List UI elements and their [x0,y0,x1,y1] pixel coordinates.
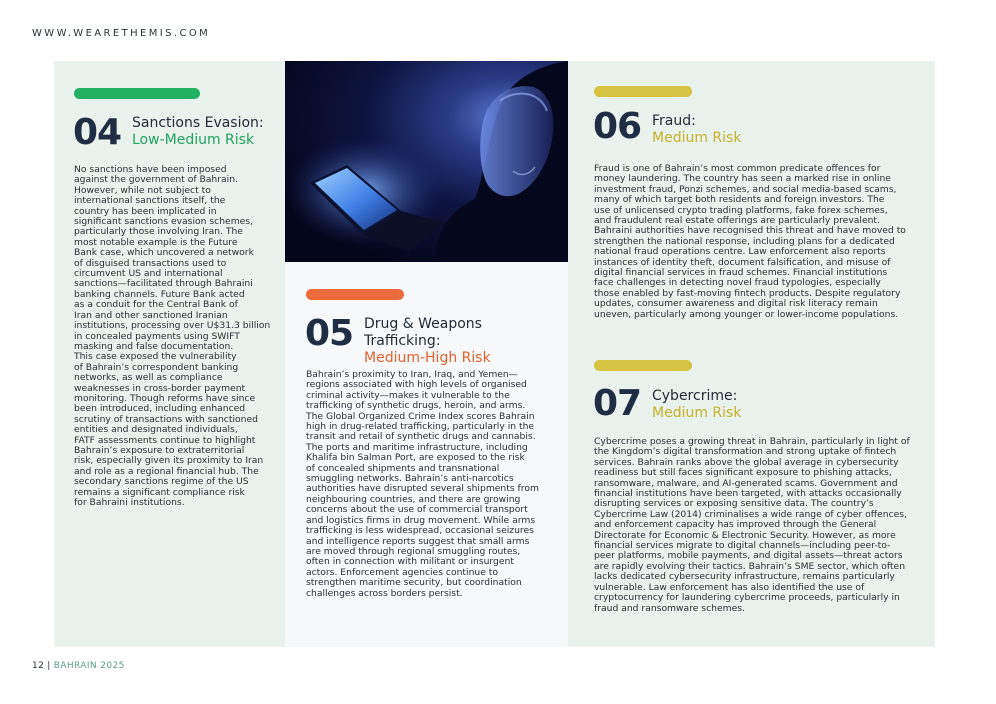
body-line: and fraudulent real estate offerings are particularly prevalent. [594,215,880,227]
body-line: scrutiny of transactions with sanctioned [74,413,258,425]
body-line: and enforcement capacity has improved through the General [594,519,877,531]
body-line: monitoring. Though reforms have since [74,392,256,404]
risk-level-06: Medium Risk [652,130,742,146]
body-line: weaknesses in cross-border payment [74,382,246,394]
body-line: as a conduit for the Central Bank of [74,299,238,311]
title-line1-05: Drug & Weapons [364,316,482,332]
section-title-04 [132,115,282,149]
body-line: neighbouring countries, and there are growing [306,493,521,505]
body-line: peer platforms, mobile payments, and digital assets—threat actors [594,550,903,562]
body-line: authorities have disrupted several shipments from [306,483,539,495]
body-line: Bahrain’s exposure to extraterritorial [74,444,245,456]
title-text-04: Sanctions Evasion: [132,115,264,131]
body-line: networks, as well as compliance [74,372,223,384]
body-line: criminal activity—makes it vulnerable to the [306,389,510,401]
body-line: Bahrain’s proximity to Iran, Iraq, and Yemen— [306,369,518,380]
body-line: in concealed payments using SWIFT [74,330,240,342]
section-title-05 [364,316,554,367]
body-line: are moved through regional smuggling routes, [306,545,521,557]
body-line: concerns about the use of commercial transport [306,504,528,516]
body-line: institutions, processing over U$31.3 billion [74,320,271,332]
body-line: of Bahrain’s correspondent banking [74,361,239,373]
body-line: of concealed shipments and transnational [306,462,500,474]
section-body-04 [74,165,282,508]
body-line: often in connection with militant or insurgent [306,556,514,568]
body-line: Cybercrime Law (2014) criminalises a wide range of cyber offences, [594,508,907,520]
section-body-05 [306,370,564,599]
body-line: use of unlicensed crypto trading platforms, fake forex schemes, [594,204,888,216]
body-line: been introduced, including enhanced [74,403,246,415]
section-number-06: 06 [593,106,642,147]
body-line: country has been implicated in [74,205,217,217]
body-line: vulnerable. Law enforcement has also identified the use of [594,581,865,593]
body-line: of disguised transactions used to [74,257,227,269]
risk-level-07: Medium Risk [652,405,742,421]
body-line: financial institutions have been targeted, with attacks occasionally [594,488,902,500]
body-line: digital financial services in fraud schemes. Financial institutions [594,267,888,279]
body-line: against the government of Bahrain. [74,174,238,186]
title-text-07: Cybercrime: [652,388,738,404]
body-line: trafficking of synthetic drugs, heroin, and arms. [306,400,526,412]
report-name: BAHRAIN 2025 [53,661,125,671]
body-line: secondary sanctions regime of the US [74,476,249,488]
body-line: masking and false documentation. [74,340,234,352]
body-line: However, while not subject to [74,184,211,196]
body-line: strengthen the national response, including plans for a dedicated [594,235,895,247]
body-line: transit and retail of synthetic drugs and cannabis. [306,431,536,443]
body-line: the Kingdom’s digital transformation and strong uptake of fintech [594,446,897,458]
site-url[interactable]: WWW.WEARETHEMIS.COM [32,28,211,39]
body-line: most notable example is the Future [74,236,238,248]
body-line: strengthen maritime security, but coordination [306,577,522,589]
body-line: regions associated with high levels of organised [306,379,527,391]
body-line: remains a significant compliance risk [74,486,245,498]
body-line: high in drug-related trafficking, particularly in the [306,421,535,433]
body-line: face challenges in detecting novel fraud typologies, especially [594,277,881,289]
body-line: financial services migrate to digital channels—including peer-to- [594,540,891,552]
body-line: disrupting services or exposing sensitive data. The country’s [594,498,874,510]
body-line: updates, consumer awareness and digital risk literacy remain [594,298,878,310]
body-line: services. Bahrain ranks above the global average in cybersecurity [594,456,899,468]
body-line: This case exposed the vulnerability [74,351,237,363]
page-number: 12 [32,661,45,671]
body-line: national fraud operations centre. Law enforcement also reports [594,246,886,258]
body-line: many of which target both residents and foreign investors. The [594,194,885,206]
body-line: readiness but still faces significant exposure to phishing attacks, [594,467,892,479]
body-line: entities and designated individuals, [74,424,238,436]
body-line: The Global Organized Crime Index scores Bahrain [306,410,535,422]
body-line: challenges across borders persist. [306,587,463,599]
body-line: Bank case, which uncovered a network [74,247,254,259]
body-line: instances of identity theft, document falsification, and misuse of [594,256,891,268]
title-line2-05: Trafficking: [364,333,441,349]
body-line: Bahraini authorities have recognised this threat and have moved to [594,225,906,237]
risk-bar-04 [74,88,200,99]
body-line: Cybercrime poses a growing threat in Bahrain, particularly in light of [594,436,910,447]
body-line: smuggling networks. Bahrain’s anti-narcotics [306,473,514,485]
section-number-07: 07 [593,383,642,424]
body-line: international sanctions itself, the [74,195,226,207]
body-line: banking channels. Future Bank acted [74,288,245,300]
body-line: FATF assessments continue to highlight [74,434,256,446]
risk-bar-06 [594,86,692,97]
body-line: those enabled by fast-moving fintech products. Despite regulatory [594,287,901,299]
body-line: and logistics firms in drug movement. While arms [306,514,536,526]
body-line: trafficking is less widespread, occasional seizures [306,525,534,537]
body-line: Khalifa bin Salman Port, are exposed to the risk [306,452,525,464]
body-line: particularly those involving Iran. The [74,226,243,238]
body-line: sanctions—facilitated through Bahraini [74,278,253,290]
body-line: for Bahraini institutions. [74,497,185,508]
body-line: and intelligence reports suggest that small arms [306,535,530,547]
risk-bar-05 [306,289,404,300]
body-line: and role as a regional financial hub. The [74,465,259,477]
section-title-06 [652,113,852,147]
body-line: cryptocurrency for laundering cybercrime proceeds, particularly in [594,592,900,604]
body-line: actors. Enforcement agencies continue to [306,566,499,578]
body-line: investment fraud, Ponzi schemes, and social media-based scams, [594,183,897,195]
body-line: are rapidly evolving their tactics. Bahrain’s SME sector, which often [594,560,906,572]
body-line: risk, especially given its proximity to Iran [74,455,264,467]
body-line: ransomware, malware, and AI-generated scams. Government and [594,477,898,489]
body-line: money laundering. The country has seen a marked rise in online [594,173,891,185]
footer-separator: | [47,661,51,671]
section-body-07 [594,437,932,614]
body-line: significant sanctions evasion schemes, [74,216,254,228]
section-number-05: 05 [305,313,354,354]
body-line: Iran and other sanctioned Iranian [74,309,228,321]
body-line: uneven, particularly among younger or lower-income populations. [594,308,899,320]
section-title-07 [652,388,852,422]
body-line: No sanctions have been imposed [74,164,227,175]
risk-bar-07 [594,360,692,371]
risk-level-04: Low-Medium Risk [132,132,255,148]
body-line: lacks dedicated cybersecurity infrastructure, remains particularly [594,571,895,583]
section-number-04: 04 [73,112,122,153]
section-body-06 [594,164,932,320]
risk-level-05: Medium-High Risk [364,350,491,366]
page-footer [32,661,125,671]
body-line: The ports and maritime infrastructure, including [306,441,528,453]
body-line: Directorate for Economic & Electronic Security. However, as more [594,529,896,541]
title-text-06: Fraud: [652,113,696,129]
body-line: circumvent US and international [74,268,223,280]
body-line: fraud and ransomware schemes. [594,602,745,614]
laptop-hooded-figure-photo [285,61,568,262]
body-line: Fraud is one of Bahrain’s most common predicate offences for [594,163,881,174]
